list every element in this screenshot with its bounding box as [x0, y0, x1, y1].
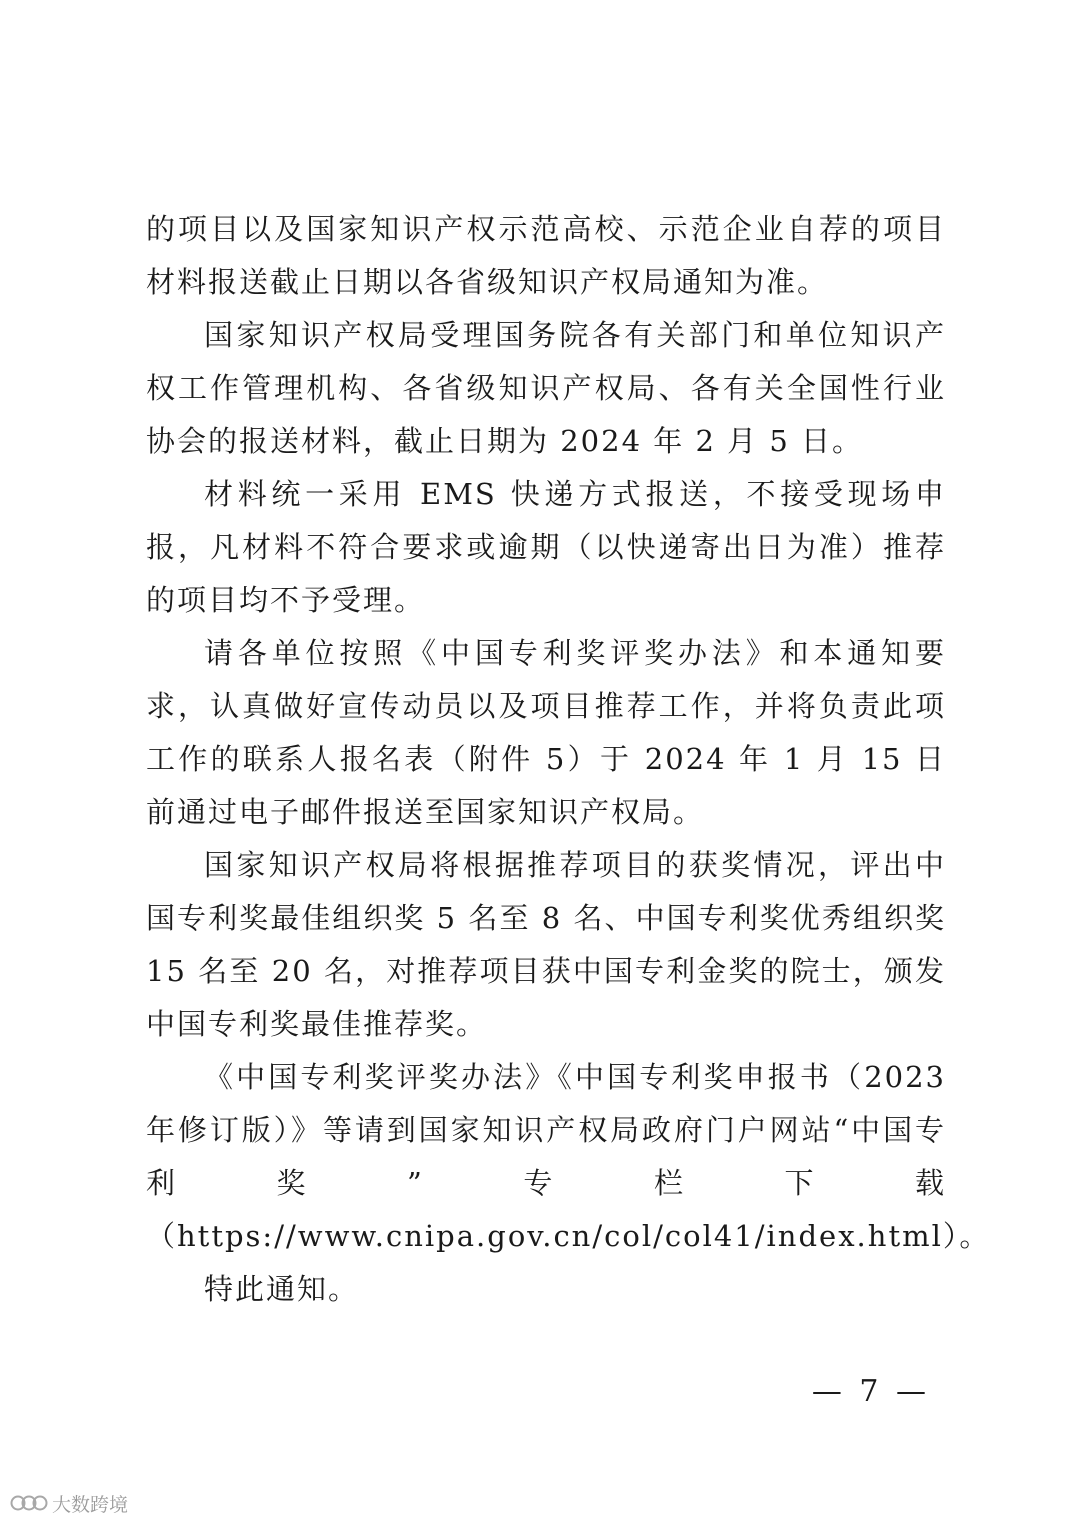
- paragraph-2: 国家知识产权局受理国务院各有关部门和单位知识产权工作管理机构、各省级知识产权局、各有关全国性行业协会的报送材料，截止日期为 2024 年 2 月 5 日。: [146, 318, 946, 458]
- watermark-text: 大数跨境: [52, 1493, 129, 1516]
- paragraph-6: 《中国专利奖评奖办法》《中国专利奖申报书（2023 年修订版）》等请到国家知识产权局政府门户网站“中国专利奖”专栏下载（https://www.cnipa.gov.cn/col/col41/index.html）。: [146, 1060, 991, 1253]
- watermark: [10, 1488, 128, 1518]
- paragraph-3: 材料统一采用 EMS 快递方式报送，不接受现场申报，凡材料不符合要求或逾期（以快递寄出日为准）推荐的项目均不予受理。: [146, 477, 946, 617]
- page-number: — 7 —: [811, 1374, 930, 1409]
- paragraph-5: 国家知识产权局将根据推荐项目的获奖情况，评出中国专利奖最佳组织奖 5 名至 8 名、中国专利奖优秀组织奖 15 名至 20 名，对推荐项目获中国专利金奖的院士，颁发中国专利奖最佳推荐奖。: [146, 848, 946, 1041]
- watermark-logo-icon: [10, 1492, 48, 1514]
- paragraph-7: 特此通知。: [204, 1272, 360, 1306]
- paragraph-1: 的项目以及国家知识产权示范高校、示范企业自荐的项目材料报送截止日期以各省级知识产权局通知为准。: [146, 212, 946, 299]
- paragraph-4: 请各单位按照《中国专利奖评奖办法》和本通知要求，认真做好宣传动员以及项目推荐工作，并将负责此项工作的联系人报名表（附件 5）于 2024 年 1 月 15 日前通过电子邮件报送至国家知识产权局。: [146, 636, 946, 829]
- body-text: [146, 203, 991, 1316]
